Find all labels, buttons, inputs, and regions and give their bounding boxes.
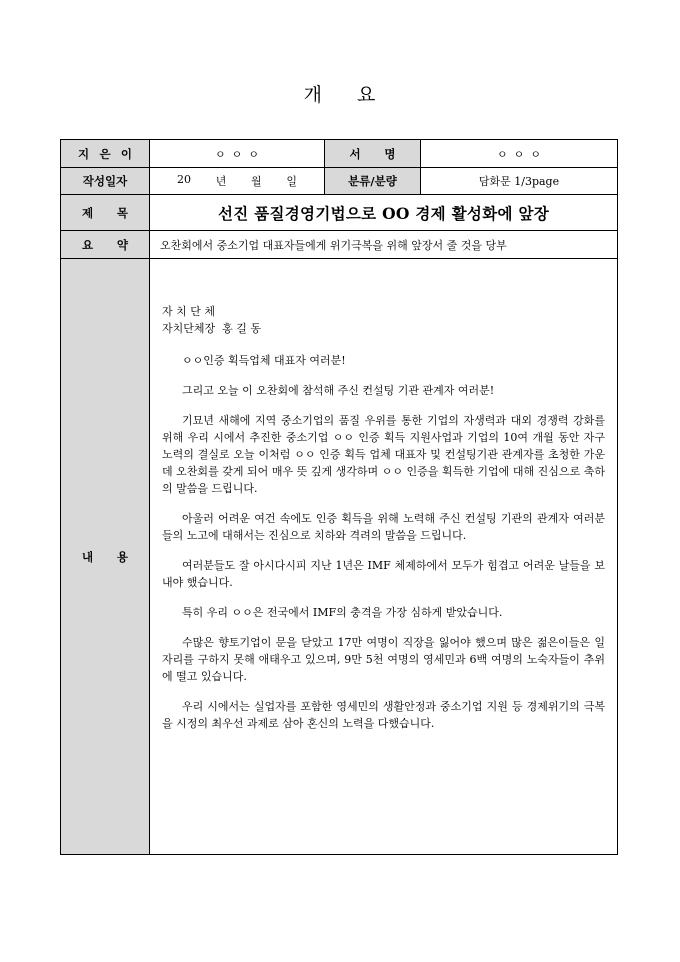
paragraph-city-effort: 우리 시에서는 실업자를 포함한 영세민의 생활안정과 중소기업 지원 등 경제위기의 극복을 시정의 최우선 과제로 삼아 혼신의 노력을 다했습니다. <box>162 700 605 730</box>
paragraph-unemployment: 수많은 향토기업이 문을 닫았고 17만 여명이 직장을 잃어야 했으며 많은 젊은이들은 일자리를 구하지 못해 애태우고 있으며, 9만 5천 여명의 영세민과 6백 여명의 노숙자들이 추위에 떨고 있습니다. <box>162 636 605 683</box>
content-body <box>150 259 618 855</box>
signature-label: 서 명 <box>349 146 396 161</box>
content-label-cell <box>61 259 150 855</box>
paragraph-imf-impact: 특히 우리 ㅇㅇ은 전국에서 IMF의 충격을 가장 심하게 받았습니다. <box>182 606 503 619</box>
paragraph-greeting: ㅇㅇ인증 획득업체 대표자 여러분! <box>182 354 346 367</box>
date-value <box>177 173 297 189</box>
date-day-unit: 일 <box>286 175 297 188</box>
speaker-line: 자치단체장 홍 길 동 <box>162 322 261 335</box>
content-row <box>61 259 618 855</box>
document-title-right: 요 <box>357 84 377 106</box>
summary-table <box>60 139 618 855</box>
date-label: 작성일자 <box>61 168 150 195</box>
author-label: 지 은 이 <box>78 146 132 161</box>
signature-value: ㅇ ㅇ ㅇ <box>497 147 541 161</box>
document-title <box>0 80 680 107</box>
paragraph-imf-year: 여러분들도 잘 아시다시피 지난 1년은 IMF 체제하에서 모두가 힘겹고 어려운 날들을 보내야 했습니다. <box>162 559 605 589</box>
summary-value: 오찬회에서 중소기업 대표자들에게 위기극복을 위해 앞장서 줄 것을 당부 <box>150 231 618 259</box>
category-value: 담화문 1/3page <box>421 168 618 195</box>
subject-row <box>61 195 618 231</box>
document-title-left: 개 <box>303 84 323 106</box>
paragraph-congratulations: 기묘년 새해에 지역 중소기업의 품질 우위를 통한 기업의 자생력과 대외 경쟁력 강화를 위해 우리 시에서 추진한 중소기업 ㅇㅇ 인증 획득 지원사업과 기업의 10여 개월 동안 자구 노력의 결실로 오늘 이처럼 ㅇㅇ 인증 획득 업체 대표자 및 컨설팅기관 관계자를 초청한 가운데 오찬회를 갖게 되어 매우 뜻 깊게 생각하며 ㅇㅇ 인증을 획득한 기업에 대해 진심으로 축하의 말씀을 드립니다. <box>162 414 605 495</box>
paragraph-greeting-consultants: 그리고 오늘 이 오찬회에 참석해 주신 컨설팅 기관 관계자 여러분! <box>182 384 495 397</box>
date-year-unit: 년 <box>215 175 227 188</box>
category-label: 분류/분량 <box>325 168 421 195</box>
paragraph-thanks: 아울러 어려운 여건 속에도 인증 획득을 위해 노력해 주신 컨설팅 기관의 관계자 여러분들의 노고에 대해서는 진심으로 치하와 격려의 말씀을 드립니다. <box>162 512 605 542</box>
signature-value-cell <box>421 140 618 168</box>
author-row <box>61 140 618 168</box>
date-row <box>61 168 618 195</box>
subject-value: 선진 품질경영기법으로 OO 경제 활성화에 앞장 <box>150 195 618 231</box>
signature-label-cell <box>325 140 421 168</box>
summary-row <box>61 231 618 259</box>
date-value-cell <box>150 168 325 195</box>
content-label: 내 용 <box>82 549 128 564</box>
summary-label: 요 약 <box>82 237 128 252</box>
summary-label-cell <box>61 231 150 259</box>
author-value-cell <box>150 140 325 168</box>
organization-line: 자 치 단 체 <box>162 305 215 318</box>
author-value: ㅇ ㅇ ㅇ <box>215 147 259 161</box>
date-month-unit: 월 <box>251 175 262 188</box>
date-year: 20 <box>177 173 191 186</box>
subject-label: 제 목 <box>82 205 128 220</box>
author-label-cell <box>61 140 150 168</box>
subject-label-cell <box>61 195 150 231</box>
